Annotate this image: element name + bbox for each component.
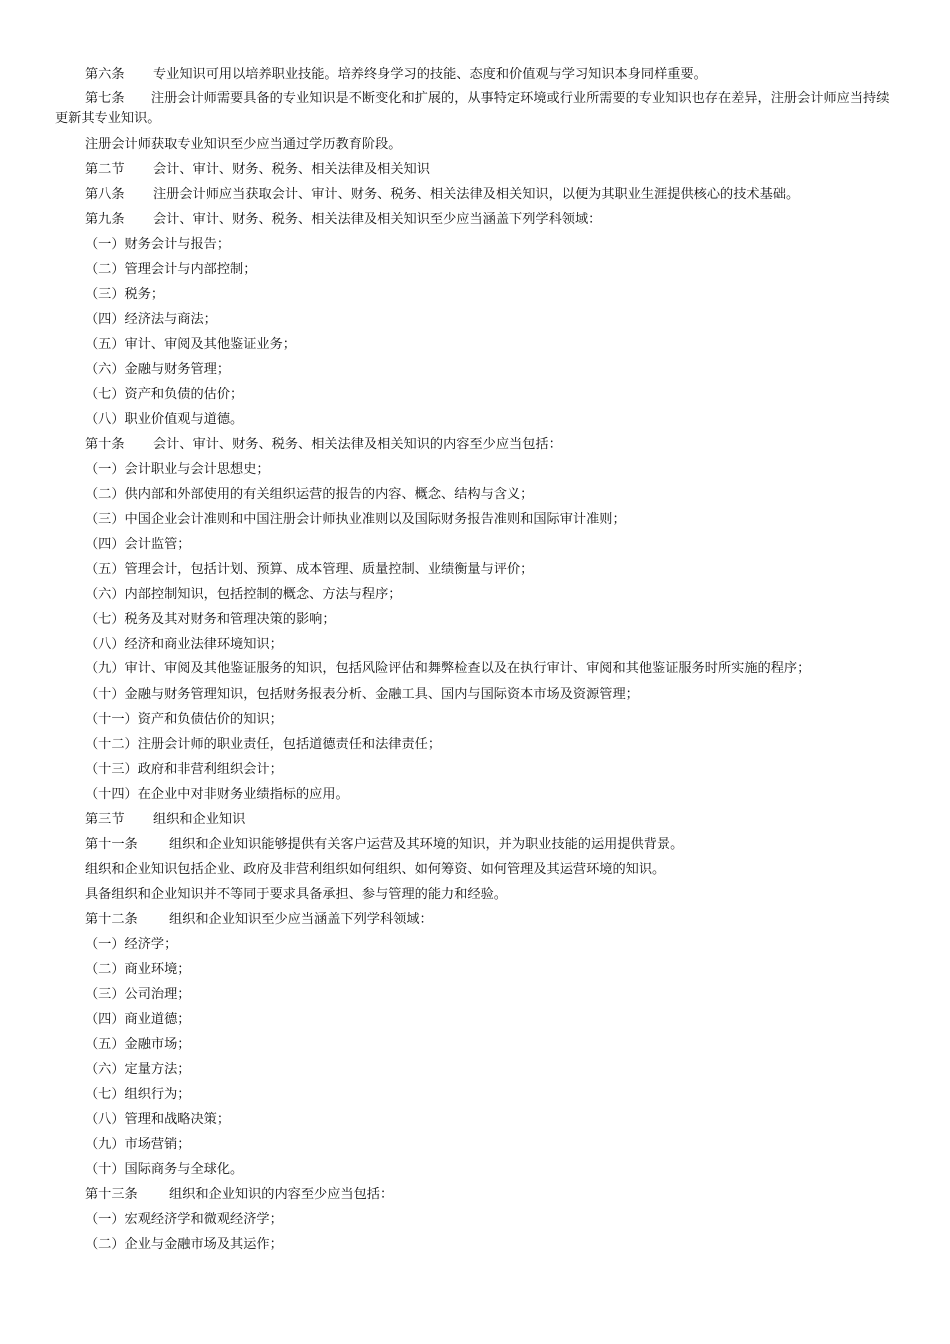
list-item: （五）审计、审阅及其他鉴证业务； <box>85 337 296 352</box>
article-text: 会计、审计、财务、税务、相关法律及相关知识至少应当涵盖下列学科领域： <box>153 212 602 227</box>
paragraph: 具备组织和企业知识并不等同于要求具备承担、参与管理的能力和经验。 <box>85 887 507 902</box>
article-line <box>55 832 900 857</box>
list-item: （十）金融与财务管理知识，包括财务报表分析、金融工具、国内与国际资本市场及资源管理； <box>85 687 639 702</box>
article-heading: 第九条 <box>85 212 125 227</box>
article-line <box>55 807 900 832</box>
list-item: （十四）在企业中对非财务业绩指标的应用。 <box>85 787 349 802</box>
article-line <box>55 62 900 87</box>
list-item: （十一）资产和负债估价的知识； <box>85 712 283 727</box>
list-item: （五）金融市场； <box>85 1037 191 1052</box>
list-item: （二）供内部和外部使用的有关组织运营的报告的内容、概念、结构与含义； <box>85 487 534 502</box>
list-item: （二）企业与金融市场及其运作； <box>85 1237 283 1252</box>
article-line <box>55 907 900 932</box>
list-item: （十二）注册会计师的职业责任，包括道德责任和法律责任； <box>85 737 442 752</box>
list-item: （三）税务； <box>85 287 165 302</box>
article-heading: 第十一条 <box>85 837 138 852</box>
article-text: 会计、审计、财务、税务、相关法律及相关知识的内容至少应当包括： <box>153 437 562 452</box>
article-heading: 第二节 <box>85 162 125 177</box>
article-heading: 第六条 <box>85 67 125 82</box>
list-item: （一）财务会计与报告； <box>85 237 231 252</box>
list-item: （一）宏观经济学和微观经济学； <box>85 1212 283 1227</box>
list-item: （四）商业道德； <box>85 1012 191 1027</box>
list-item: （四）会计监管； <box>85 537 191 552</box>
list-item: （三）公司治理； <box>85 987 191 1002</box>
list-item: （七）税务及其对财务和管理决策的影响； <box>85 612 336 627</box>
article-heading: 第十条 <box>85 437 125 452</box>
article-heading: 第八条 <box>85 187 125 202</box>
article-text: 会计、审计、财务、税务、相关法律及相关知识 <box>153 162 430 177</box>
article-text: 组织和企业知识 <box>153 812 246 827</box>
article-heading: 第十二条 <box>85 912 138 927</box>
article-line <box>55 157 900 182</box>
article-text: 专业知识可用以培养职业技能。培养终身学习的技能、态度和价值观与学习知识本身同样重要。 <box>153 67 707 82</box>
list-item: （七）组织行为； <box>85 1087 191 1102</box>
article-line <box>55 432 900 457</box>
list-item: （六）定量方法； <box>85 1062 191 1077</box>
list-item: （一）经济学； <box>85 937 178 952</box>
article-text: 组织和企业知识的内容至少应当包括： <box>169 1187 394 1202</box>
list-item: （三）中国企业会计准则和中国注册会计师执业准则以及国际财务报告准则和国际审计准则； <box>85 512 626 527</box>
list-item: （一）会计职业与会计思想史； <box>85 462 270 477</box>
list-item: （六）金融与财务管理； <box>85 362 231 377</box>
list-item: （七）资产和负债的估价； <box>85 387 244 402</box>
list-item: （十三）政府和非营利组织会计； <box>85 762 283 777</box>
article-text: 组织和企业知识能够提供有关客户运营及其环境的知识，并为职业技能的运用提供背景。 <box>169 837 684 852</box>
article-text: 组织和企业知识至少应当涵盖下列学科领域： <box>169 912 433 927</box>
list-item: （八）职业价值观与道德。 <box>85 412 244 427</box>
article-line <box>55 1182 900 1207</box>
list-item: （九）市场营销； <box>85 1137 191 1152</box>
list-item: （二）管理会计与内部控制； <box>85 262 257 277</box>
list-item: （六）内部控制知识，包括控制的概念、方法与程序； <box>85 587 402 602</box>
paragraph: 组织和企业知识包括企业、政府及非营利组织如何组织、如何筹资、如何管理及其运营环境的知识。 <box>85 862 666 877</box>
list-item: （十）国际商务与全球化。 <box>85 1162 244 1177</box>
list-item: （八）管理和战略决策； <box>85 1112 231 1127</box>
wrapped-paragraph: （九）审计、审阅及其他鉴证服务的知识，包括风险评估和舞弊检查以及在执行审计、审阅和其他鉴证服务时所实施的程序； <box>85 661 811 676</box>
wrapped-paragraph: 第七条 注册会计师需要具备的专业知识是不断变化和扩展的，从事特定环境或行业所需要的专业知识也存在差异，注册会计师应当持续更新其专业知识。 <box>55 91 890 126</box>
list-item: （二）商业环境； <box>85 962 191 977</box>
paragraph: 注册会计师获取专业知识至少应当通过学历教育阶段。 <box>85 137 402 152</box>
article-heading: 第三节 <box>85 812 125 827</box>
list-item: （八）经济和商业法律环境知识； <box>85 637 283 652</box>
article-line <box>55 182 900 207</box>
article-heading: 第十三条 <box>85 1187 138 1202</box>
list-item: （四）经济法与商法； <box>85 312 217 327</box>
article-line <box>55 207 900 232</box>
article-text: 注册会计师应当获取会计、审计、财务、税务、相关法律及相关知识，以便为其职业生涯提供核心的技术基础。 <box>153 187 800 202</box>
list-item: （五）管理会计，包括计划、预算、成本管理、质量控制、业绩衡量与评价； <box>85 562 534 577</box>
